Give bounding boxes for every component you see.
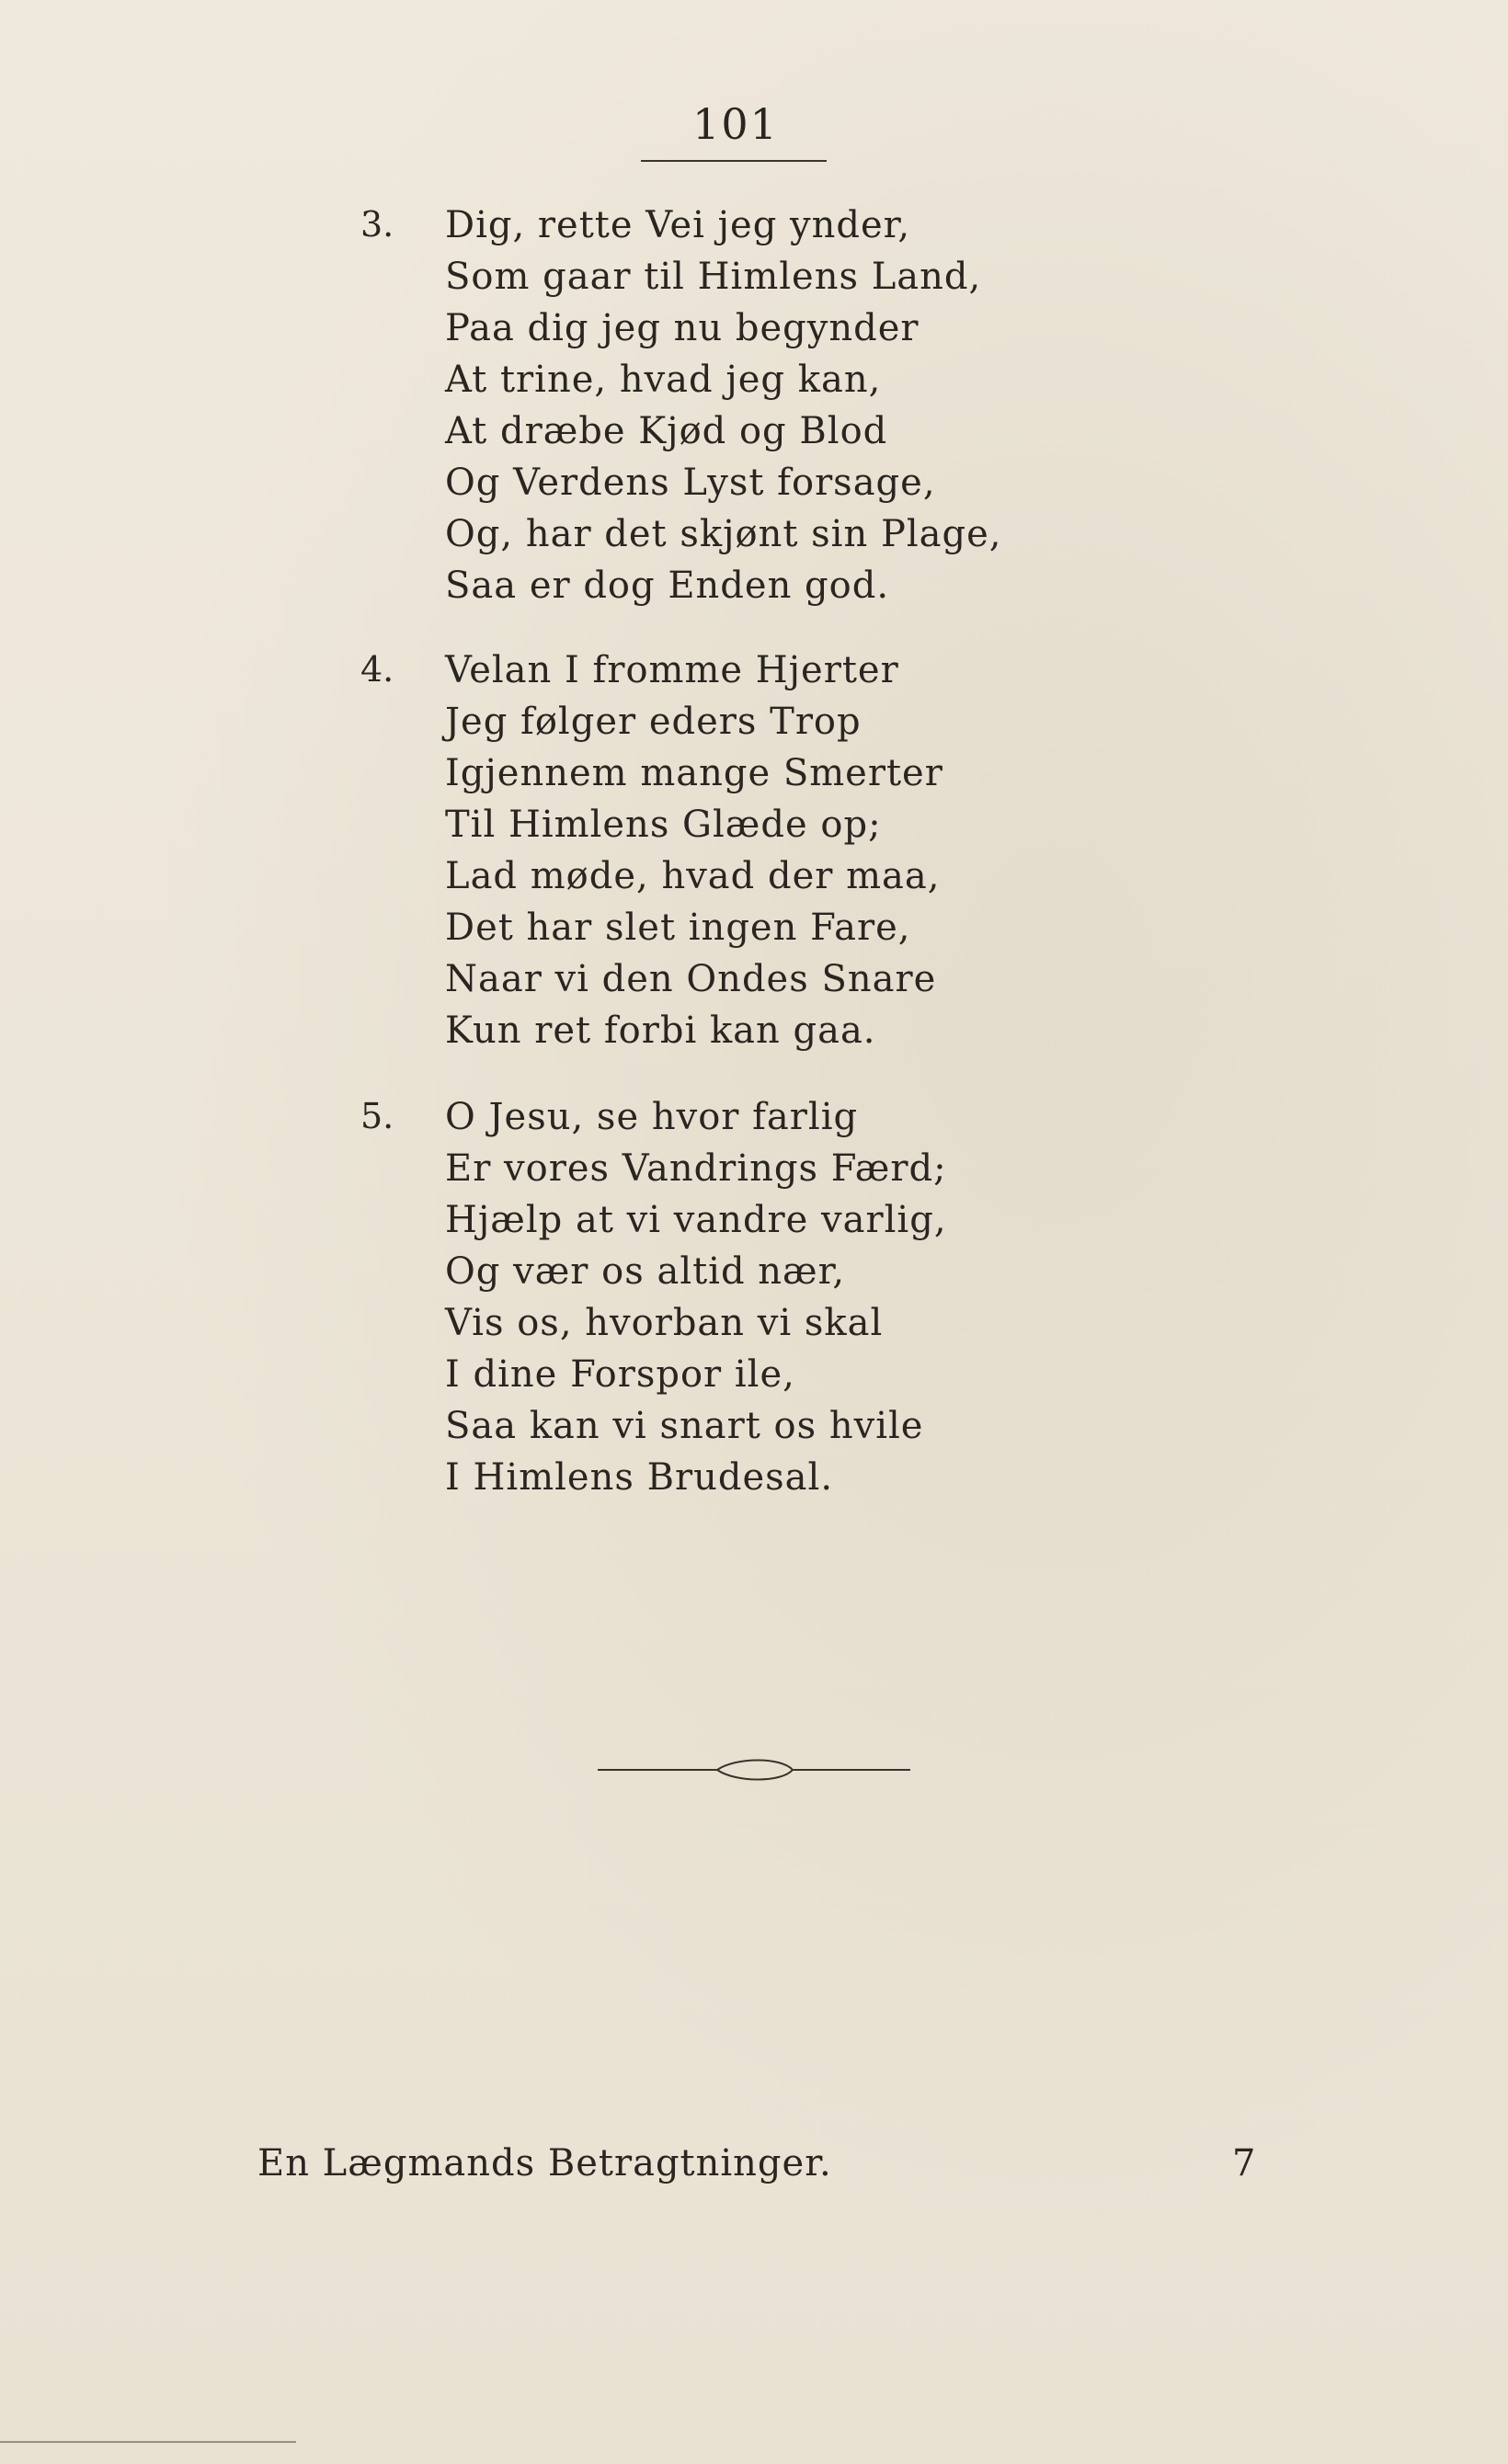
verse-line: Naar vi den Ondes Snare [445, 958, 937, 1000]
verse-line: Lad møde, hvad der maa, [445, 855, 941, 897]
verse-line: O Jesu, se hvor farlig [445, 1096, 859, 1138]
verse-line: Er vores Vandrings Færd; [445, 1147, 947, 1190]
verse-line: Og, har det skjønt sin Plage, [445, 513, 1002, 555]
verse-line: Dig, rette Vei jeg ynder, [445, 204, 911, 246]
stanza-number: 5. [360, 1096, 394, 1136]
verse-line: Og Verdens Lyst forsage, [445, 462, 936, 504]
page-number: 101 [692, 99, 779, 149]
verse-line: Paa dig jeg nu begynder [445, 307, 920, 349]
header-rule [641, 160, 827, 162]
verse-line: Velan I fromme Hjerter [445, 649, 899, 691]
verse-line: Kun ret forbi kan gaa. [445, 1010, 876, 1052]
page-edge-line [0, 2441, 296, 2443]
stanza-number: 3. [360, 204, 394, 245]
verse-line: Igjennem mange Smerter [445, 752, 943, 794]
verse-line: At dræbe Kjød og Blod [445, 410, 888, 452]
verse-line: Saa er dog Enden god. [445, 565, 890, 607]
verse-line: Det har slet ingen Fare, [445, 907, 911, 949]
verse-line: I dine Forspor ile, [445, 1353, 795, 1396]
verse-line: Som gaar til Himlens Land, [445, 256, 982, 298]
verse-line: Til Himlens Glæde op; [445, 804, 882, 846]
verse-line: At trine, hvad jeg kan, [445, 359, 882, 401]
ornamental-divider [598, 1751, 910, 1788]
stanza-number: 4. [360, 649, 394, 690]
signature-mark: 7 [1232, 2142, 1256, 2185]
verse-line: Hjælp at vi vandre varlig, [445, 1199, 947, 1241]
footer-title: En Lægmands Betragtninger. [257, 2142, 832, 2185]
verse-line: Saa kan vi snart os hvile [445, 1405, 924, 1447]
verse-line: Jeg følger eders Trop [445, 701, 862, 743]
verse-line: I Himlens Brudesal. [445, 1456, 834, 1499]
verse-line: Vis os, hvorban vi skal [445, 1302, 884, 1344]
verse-line: Og vær os altid nær, [445, 1250, 846, 1293]
